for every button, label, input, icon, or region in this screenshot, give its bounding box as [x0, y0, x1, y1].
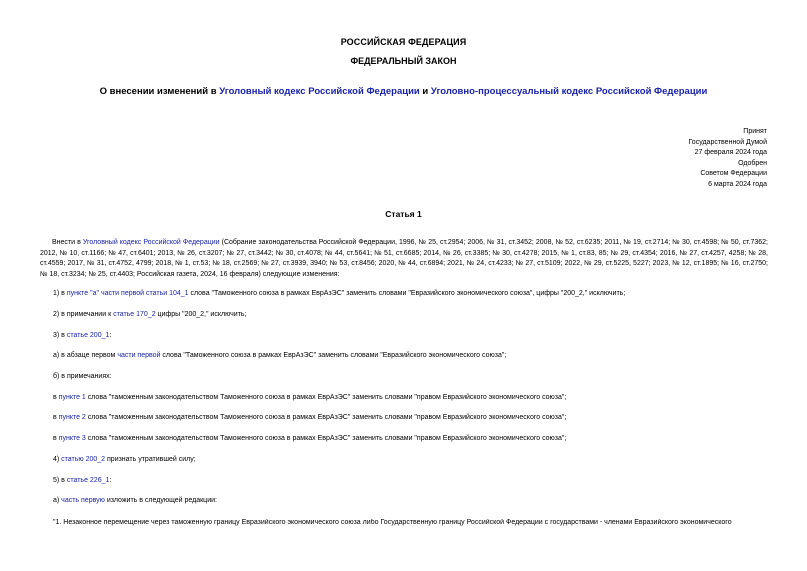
- item-text: слова "Таможенного союза в рамках ЕврАзЭС" заменить словами "Евразийского экономического союза", цифры "200_2," исключить;: [188, 290, 626, 297]
- criminal-code-intro-link[interactable]: Уголовный кодекс Российской Федерации: [82, 239, 220, 246]
- item-text: 1) в: [53, 290, 67, 297]
- item-text: слова "таможенным законодательством Таможенного союза в рамках ЕврАзЭС" заменить словами "правом Евразийского экономического союза";: [85, 394, 567, 401]
- article-title: Статья 1: [385, 209, 422, 219]
- list-item-3: [53, 332, 111, 339]
- criminal-code-link[interactable]: Уголовный кодекс Российской Федерации: [219, 86, 420, 97]
- list-item-note-3: [53, 435, 566, 442]
- intro-pre: Внести в: [52, 239, 83, 246]
- adoption-block: [688, 127, 767, 191]
- list-item-3b: [53, 373, 112, 380]
- list-item-1: [53, 290, 625, 297]
- item-text: 2) в примечании к: [53, 311, 114, 318]
- item-text: в: [53, 394, 59, 401]
- list-item-2: [53, 311, 247, 318]
- list-item-3a: [53, 352, 506, 359]
- item-text: слова "таможенным законодательством Таможенного союза в рамках ЕврАзЭС" заменить словами "правом Евразийского экономического союза";: [85, 414, 567, 421]
- item-text: 3) в: [53, 332, 67, 339]
- list-item-5: [53, 477, 111, 484]
- list-item-5a: [53, 497, 217, 504]
- item-text: цифры "200_2," исключить;: [155, 311, 247, 318]
- list-item-4: [53, 456, 196, 463]
- note-point-3-link[interactable]: пункте 3: [58, 435, 86, 442]
- item-text: в: [53, 414, 59, 421]
- adopted-by: Государственной Думой: [688, 138, 767, 146]
- list-item-note-1: [53, 394, 566, 401]
- intro-paragraph: [40, 238, 768, 280]
- part-one-226-1-link[interactable]: часть первую: [61, 497, 105, 504]
- item-text: изложить в следующей редакции:: [104, 497, 217, 504]
- note-point-2-link[interactable]: пункте 2: [58, 414, 86, 421]
- item-text: признать утратившей силу;: [105, 456, 196, 463]
- title-prefix: О внесении изменений в: [99, 86, 220, 97]
- part-one-article-104-1-link[interactable]: части первой статьи 104_1: [100, 290, 189, 297]
- item-text: а) в абзаце первом: [53, 352, 118, 359]
- item-text: слова "таможенным законодательством Таможенного союза в рамках ЕврАзЭС" заменить словами "правом Евразийского экономического союза";: [85, 435, 567, 442]
- item-text: 4): [53, 456, 62, 463]
- approved-label: Одобрен: [738, 159, 767, 167]
- list-item-note-2: [53, 414, 566, 421]
- intro-post: (Собрание законодательства Российской Федерации, 1996, № 25, ст.2954; 2006, № 31, ст.3452; 2008, № 52, ст.6235; 2011, № 19, ст.2714; № 30, ст.4598; № 50, ст.7362; 2012, № 10, ст.1166; № 47, ст.6401; 2013, № 26, ст.3207; № 27, ст.3442; № 30, ст.4078; № 44, ст.5641; № 51, ст.6685; 2014, № 26, ст.3385; № 30, ст.4278; 2015, № 1, ст.83, 85; № 29, ст.4354; 2016, № 27, ст.4257, 4258; № 28, ст.4559; 2017, № 31, ст.4752, 4799; 2018, № 1, ст.53; № 18, ст.2569; № 27, ст.3939, 3940; № 53, ст.8456; 2020, № 44, ст.6894; 2021, № 24, ст.4233; № 27, ст.5109; 2022, № 29, ст.5225, 5227; 2023, № 12, ст.1895; № 16, ст.2750; № 18, ст.3234; № 25, ст.4403; Российская газета, 2024, 16 февраля) следующие изменения:: [40, 239, 768, 278]
- title-mid: и: [419, 86, 431, 97]
- item-text: 5) в: [53, 477, 67, 484]
- article-200-2-link[interactable]: статью 200_2: [61, 456, 106, 463]
- approved-date: 6 марта 2024 года: [708, 180, 767, 188]
- part-one-link[interactable]: части первой: [117, 352, 161, 359]
- country-heading: РОССИЙСКАЯ ФЕДЕРАЦИЯ: [340, 37, 467, 47]
- item-text: :: [109, 477, 112, 484]
- law-type-heading: ФЕДЕРАЛЬНЫЙ ЗАКОН: [350, 56, 457, 66]
- criminal-procedure-code-link[interactable]: Уголовно-процессуальный кодекс Российской Федерации: [430, 86, 708, 97]
- item-text: слова "Таможенного союза в рамках ЕврАзЭС" заменить словами "Евразийского экономического союза";: [160, 352, 507, 359]
- quoted-new-text: "1. Незаконное перемещение через таможенную границу Евразийского экономического союза либо Государственную границу Российской Федерации с государствами - членами Евразийского экономического: [53, 519, 732, 526]
- adopted-label: Принят: [743, 128, 767, 135]
- item-text: :: [109, 332, 112, 339]
- law-title: [0, 86, 807, 97]
- article-226-1-link[interactable]: статье 226_1: [66, 477, 110, 484]
- article-170-2-link[interactable]: статье 170_2: [113, 311, 156, 318]
- item-text: в: [53, 435, 59, 442]
- item-text: б) в примечаниях:: [53, 373, 112, 380]
- adopted-date: 27 февраля 2024 года: [694, 149, 767, 157]
- approved-by: Советом Федерации: [700, 170, 767, 178]
- article-200-1-link[interactable]: статье 200_1: [66, 332, 110, 339]
- point-a-link[interactable]: пункте "а": [66, 290, 99, 297]
- item-text: а): [53, 497, 62, 504]
- note-point-1-link[interactable]: пункте 1: [58, 394, 86, 401]
